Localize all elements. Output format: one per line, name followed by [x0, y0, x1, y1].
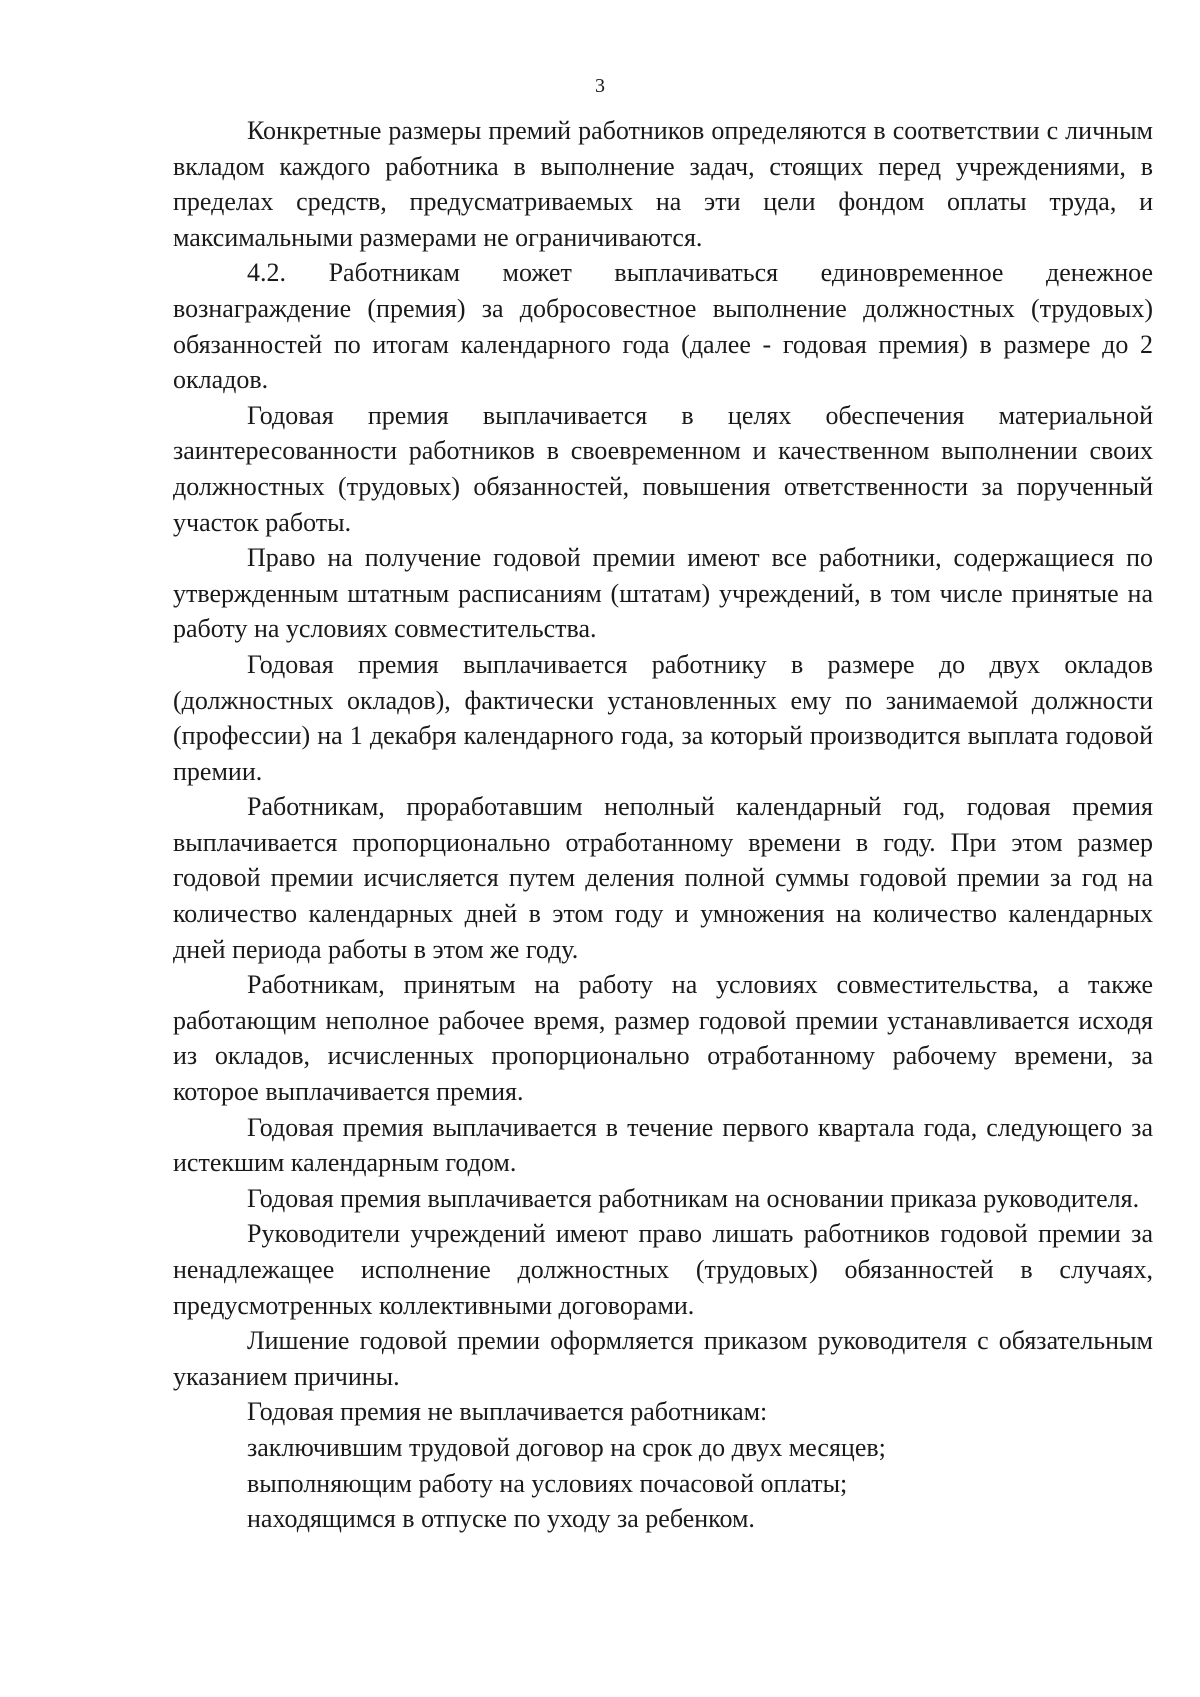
paragraph-part-time: Работникам, принятым на работу на условиях совместительства, а также работающим неполное рабочее время, размер годовой премии устанавливается исходя из окладов, исчисленных пропорционально отработанному рабочему времени, за которое выплачивается премия.	[173, 970, 1153, 1107]
paragraph-4-2-annual-bonus: 4.2. Работникам может выплачиваться единовременное денежное вознаграждение (премия) за добросовестное выполнение должностных (трудовых) обязанностей по итогам календарного года (далее - годовая премия) в размере до 2 окладов.	[173, 258, 1153, 395]
paragraph-bonus-amounts: Конкретные размеры премий работников определяются в соответствии с личным вкладом каждого работника в выполнение задач, стоящих перед учреждениями, в пределах средств, предусматриваемых на эти цели фондом оплаты труда, и максимальными размерами не ограничиваются.	[173, 116, 1153, 252]
paragraph-bonus-purpose: Годовая премия выплачивается в целях обеспечения материальной заинтересованности работников в своевременном и качественном выполнении своих должностных (трудовых) обязанностей, повышения ответственности за порученный участок работы.	[173, 400, 1153, 537]
page-number: 3	[595, 75, 605, 97]
document-body	[173, 113, 1153, 1537]
paragraph-deprivation-right: Руководители учреждений имеют право лишать работников годовой премии за ненадлежащее исполнение должностных (трудовых) обязанностей в случаях, предусмотренных коллективными договорами.	[173, 1219, 1153, 1320]
list-item-short-contract: заключившим трудовой договор на срок до двух месяцев;	[247, 1432, 886, 1462]
paragraph-payment-period: Годовая премия выплачивается в течение первого квартала года, следующего за истекшим календарным годом.	[173, 1112, 1153, 1178]
paragraph-bonus-size: Годовая премия выплачивается работнику в размере до двух окладов (должностных окладов), фактически установленных ему по занимаемой должности (профессии) на 1 декабря календарного года, за который производится выплата годовой премии.	[173, 649, 1153, 786]
paragraph-deprivation-order: Лишение годовой премии оформляется приказом руководителя с обязательным указанием причины.	[173, 1326, 1153, 1391]
paragraph-not-paid-intro: Годовая премия не выплачивается работникам:	[247, 1397, 768, 1427]
paragraph-payment-basis: Годовая премия выплачивается работникам на основании приказа руководителя.	[247, 1183, 1140, 1213]
list-item-hourly-pay: выполняющим работу на условиях почасовой оплаты;	[247, 1468, 848, 1498]
list-item-parental-leave: находящимся в отпуске по уходу за ребенком.	[247, 1504, 755, 1534]
paragraph-bonus-eligibility: Право на получение годовой премии имеют все работники, содержащиеся по утвержденным штатным расписаниям (штатам) учреждений, в том числе принятые на работу на условиях совместительства.	[173, 543, 1153, 644]
paragraph-partial-year: Работникам, проработавшим неполный календарный год, годовая премия выплачивается пропорционально отработанному времени в году. При этом размер годовой премии исчисляется путем деления полной суммы годовой премии за год на количество календарных дней в этом году и умножения на количество календарных дней периода работы в этом же году.	[173, 792, 1153, 964]
